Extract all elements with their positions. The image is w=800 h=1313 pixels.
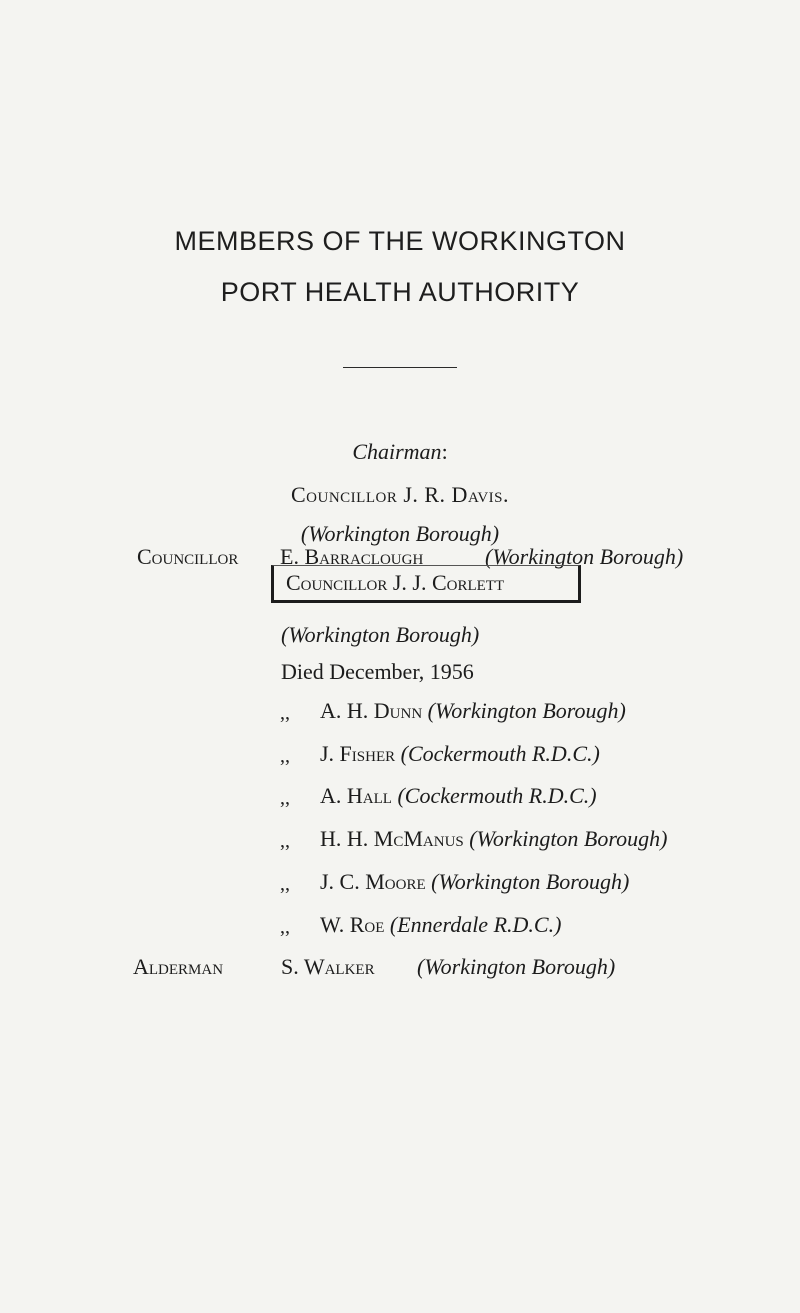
- member-body: (Workington Borough): [485, 544, 684, 569]
- title-divider: [343, 367, 457, 368]
- ditto-mark: ,,: [280, 787, 290, 809]
- corlett-note: Died December, 1956: [281, 659, 474, 684]
- member-name: A. Hall: [320, 783, 392, 808]
- chairman-body: (Workington Borough): [300, 521, 500, 546]
- ditto-mark: ,,: [280, 745, 290, 767]
- ditto-mark: ,,: [280, 916, 290, 938]
- role-label: Alderman: [133, 954, 224, 979]
- list-item: [320, 826, 667, 852]
- list-item: [320, 912, 561, 938]
- corlett-name: Councillor J. J. Corlett: [286, 570, 505, 595]
- corlett-body: (Workington Borough): [281, 622, 480, 647]
- page-title-line-1: MEMBERS OF THE WORKINGTON: [174, 226, 626, 256]
- member-body: (Workington Borough): [469, 826, 668, 851]
- member-body: (Ennerdale R.D.C.): [389, 912, 562, 937]
- member-name: J. Fisher: [320, 741, 396, 766]
- list-item: [320, 869, 629, 895]
- list-item: [320, 783, 597, 809]
- member-name: E. Barraclough: [280, 544, 424, 569]
- member-body: (Workington Borough): [427, 698, 626, 723]
- page-title-line-2: PORT HEALTH AUTHORITY: [220, 277, 580, 307]
- member-body: (Cockermouth R.D.C.): [397, 783, 597, 808]
- list-item: [320, 741, 600, 767]
- member-body: (Workington Borough): [417, 954, 616, 979]
- ditto-mark: ,,: [280, 702, 290, 724]
- member-name: J. C. Moore: [320, 869, 426, 894]
- ditto-mark: ,,: [280, 873, 290, 895]
- member-name: S. Walker: [281, 954, 375, 979]
- member-body: (Cockermouth R.D.C.): [400, 741, 600, 766]
- corlett-box: [271, 565, 581, 603]
- chairman-heading: Chairman:: [352, 439, 448, 464]
- role-label: Councillor: [137, 544, 239, 569]
- ditto-mark: ,,: [280, 830, 290, 852]
- list-item: [320, 698, 626, 724]
- member-name: W. Roe: [320, 912, 385, 937]
- chairman-name: Councillor J. R. Davis.: [290, 482, 510, 507]
- member-name: A. H. Dunn: [320, 698, 423, 723]
- member-body: (Workington Borough): [431, 869, 630, 894]
- member-name: H. H. McManus: [320, 826, 464, 851]
